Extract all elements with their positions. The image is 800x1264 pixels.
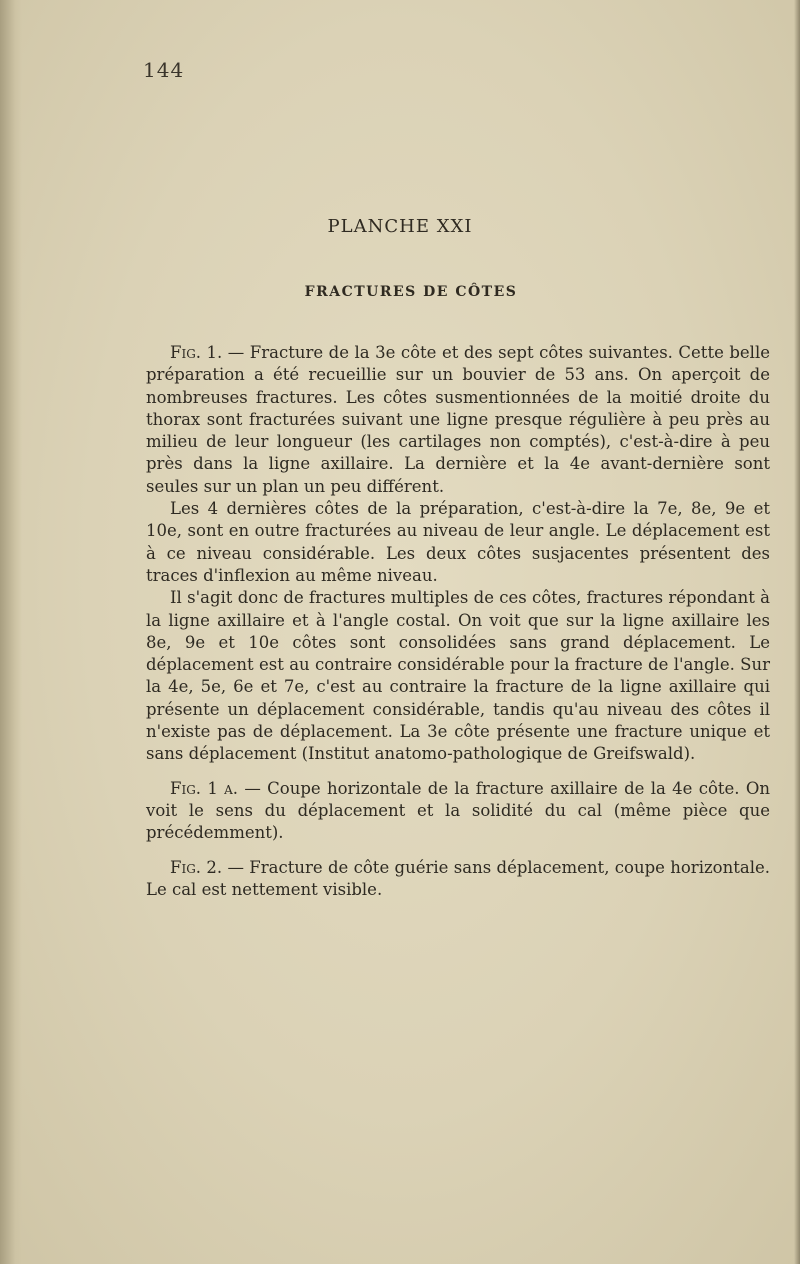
paragraph-fig-2	[146, 857, 770, 902]
figure-label: Fig. 1.	[170, 343, 223, 362]
paragraph-text: — Fracture de la 3e côte et des sept côtes suivantes. Cette belle préparation a été recueillie sur un bouvier de 53 ans. On aperçoit de nombreuses fractures. Les côtes susmentionnées de la moitié droite du thorax sont fracturées suivant une ligne presque régulière à peu près au milieu de leur longueur (les cartilages non comptés), c'est-à-dire à peu près dans la ligne axillaire. La dernière et la 4e avant-dernière sont seules sur un plan un peu différent.	[146, 343, 770, 496]
page-outer-edge	[794, 0, 800, 1264]
section-title: FRACTURES DE CÔTES	[304, 284, 518, 300]
paragraph-last-ribs	[146, 498, 770, 587]
page-number: 144	[143, 58, 185, 82]
body-text	[146, 342, 770, 901]
paragraph-text: — Coupe horizontale de la fracture axillaire de la 4e côte. On voit le sens du déplacement et la solidité du cal (même pièce que précédemment).	[146, 778, 771, 843]
page-binding-edge	[0, 0, 22, 1264]
figure-label: Fig. 1 a.	[170, 778, 239, 798]
paragraph-text: Il s'agit donc de fractures multiples de ces côtes, fractures répondant à la ligne axillaire et à l'angle costal. On voit que sur la ligne axillaire les 8e, 9e et 10e côtes sont consolidées sans grand déplacement. Le déplacement est au contraire considérable pour la fracture de l'angle. Sur la 4e, 5e, 6e et 7e, c'est au contraire la fracture de la ligne axillaire qui présente un déplacement considérable, tandis qu'au niveau des côtes il n'existe pas de déplacement. La 3e côte présente une fracture unique et sans déplacement (Institut anatomo-pathologique de Greifswald).	[146, 588, 770, 764]
paragraph-text: — Fracture de côte guérie sans déplacement, coupe horizontale. Le cal est nettement visible.	[146, 857, 770, 899]
figure-label: Fig. 2.	[170, 857, 223, 877]
plate-title: PLANCHE XXI	[327, 216, 473, 237]
paragraph-text: Les 4 dernières côtes de la préparation, c'est-à-dire la 7e, 8e, 9e et 10e, sont en outre fracturées au niveau de leur angle. Le déplacement est à ce niveau considérable. Les deux côtes susjacentes présentent des traces d'inflexion au même niveau.	[146, 499, 770, 585]
paragraph-fig-1a	[146, 778, 770, 845]
paragraph-multiple-fractures	[146, 587, 770, 765]
paragraph-fig-1	[146, 342, 770, 498]
